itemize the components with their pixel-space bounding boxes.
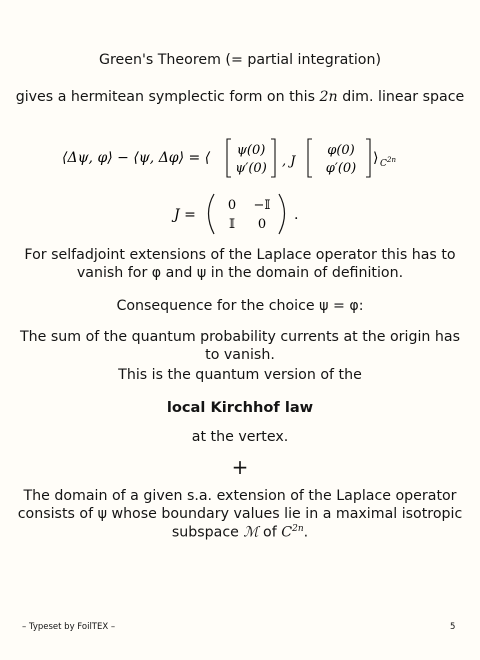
- intro-text-post: dim. linear space: [337, 89, 465, 105]
- eq2-m11: 0: [227, 198, 237, 213]
- intro-text-pre: gives a hermitean symplectic form on this: [15, 89, 320, 105]
- intro-math-2n: 2n: [319, 89, 338, 105]
- eq2-right-paren: [279, 194, 285, 234]
- p7-line3-end: .: [303, 524, 309, 541]
- eq1-vec1-left-bracket: [227, 139, 231, 177]
- intro-line: [0, 89, 480, 105]
- paragraph-6: at the vertex.: [191, 429, 289, 445]
- p7-subspace-M: ℳ: [243, 524, 259, 541]
- eq1-vec2-top: φ(0): [327, 143, 355, 158]
- paragraph-4: This is the quantum version of the: [118, 367, 362, 383]
- eq1-vec1-top: ψ(0): [236, 143, 266, 158]
- paragraph-3-line-2: to vanish.: [205, 347, 275, 363]
- p7-line3-pre: subspace: [171, 524, 244, 541]
- paragraph-1-line-2: vanish for φ and ψ in the domain of definition.: [76, 265, 404, 281]
- paragraph-1-line-1: For selfadjoint extensions of the Laplace operator this has to: [24, 247, 456, 263]
- p7-line3-mid: of: [258, 524, 282, 541]
- symplectic-form-equation: [0, 127, 480, 187]
- eq1-rhs-angle: ⟩: [373, 150, 379, 166]
- eq1-subscript-C: C: [380, 159, 387, 169]
- eq1-lhs: ⟨Δψ, φ⟩ − ⟨ψ, Δφ⟩ = ⟨: [62, 150, 211, 166]
- paragraph-2: Consequence for the choice ψ = φ:: [116, 298, 364, 314]
- eq2-m12: −𝕀: [253, 198, 271, 213]
- eq2-m22: 0: [257, 217, 267, 232]
- p7-C-sup: 2n: [292, 524, 304, 534]
- paragraph-7-line-2: consists of ψ whose boundary values lie in a maximal isotropic: [17, 506, 463, 522]
- slide-title: Green's Theorem (= partial integration): [99, 52, 381, 68]
- paragraph-7-line-1: The domain of a given s.a. extension of the Laplace operator: [23, 488, 457, 504]
- page-number: 5: [450, 622, 456, 632]
- kirchhof-law-heading: local Kirchhof law: [166, 399, 314, 416]
- eq1-vec1-right-bracket: [271, 139, 275, 177]
- plus-sign: +: [231, 455, 249, 479]
- eq1-vec2-left-bracket: [308, 139, 312, 177]
- eq1-vec2-right-bracket: [366, 139, 370, 177]
- p7-C: C: [281, 524, 293, 541]
- paragraph-7-line-3: [0, 524, 480, 541]
- eq1-vec2-bottom: φ′(0): [325, 161, 357, 176]
- eq1-subscript-2n: 2n: [387, 156, 396, 164]
- paragraph-3-line-1: The sum of the quantum probability currents at the origin has: [20, 329, 460, 345]
- eq2-m21: 𝕀: [228, 217, 236, 232]
- eq2-lhs: J =: [174, 207, 196, 223]
- eq2-period: .: [294, 207, 299, 223]
- eq1-middle-J: , J: [282, 154, 296, 169]
- matrix-J-equation: [0, 188, 480, 242]
- eq1-vec1-bottom: ψ′(0): [235, 161, 267, 176]
- footer-typeset: – Typeset by FoilTEX –: [22, 622, 116, 632]
- eq2-left-paren: [209, 194, 215, 234]
